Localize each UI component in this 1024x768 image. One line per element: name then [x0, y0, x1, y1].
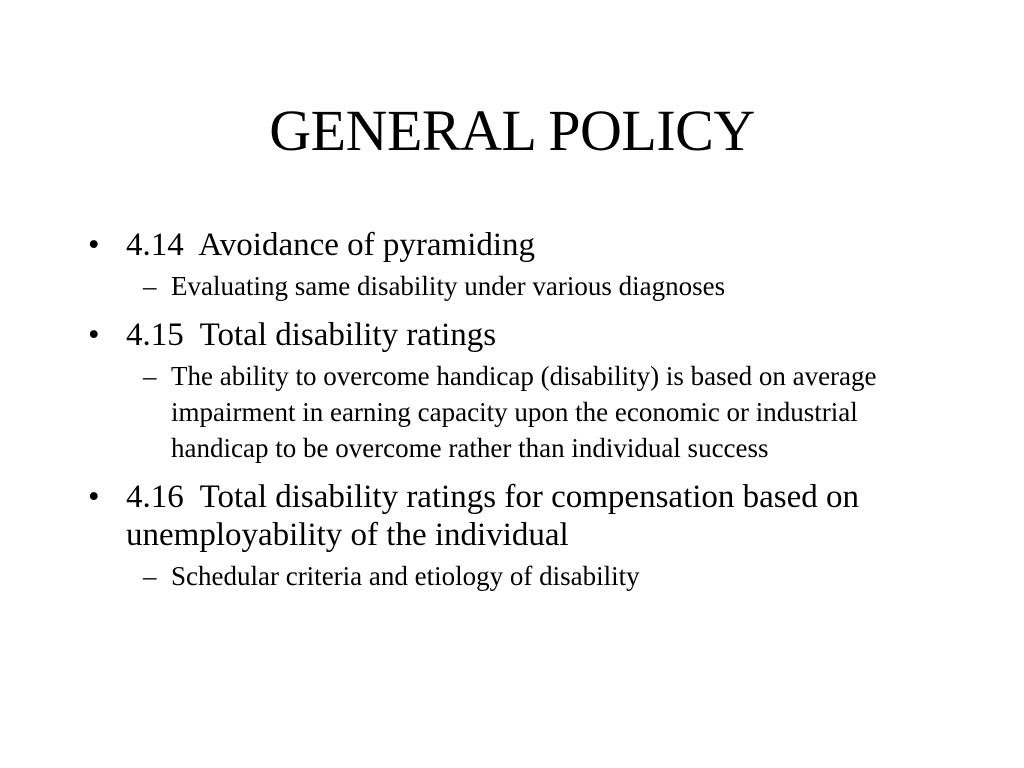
dash-icon: –: [143, 561, 157, 591]
bullet-list: [88, 226, 988, 594]
bullet-icon: •: [88, 227, 100, 263]
dash-icon: –: [143, 271, 157, 301]
bullet-item-4-16: [88, 478, 988, 554]
slide-title: GENERAL POLICY: [269, 98, 755, 163]
bullet-icon: •: [88, 479, 100, 515]
bullet-item-4-15: [88, 316, 988, 354]
bullet-text: 4.14 Avoidance of pyramiding: [126, 227, 536, 263]
sub-bullet-item: [88, 558, 988, 594]
dash-icon: –: [143, 361, 157, 391]
bullet-item-4-14: [88, 226, 988, 264]
sub-bullet-item: [88, 358, 988, 466]
bullet-icon: •: [88, 317, 100, 353]
sub-bullet-text: Schedular criteria and etiology of disability: [171, 561, 640, 591]
bullet-text: 4.16 Total disability ratings for compensation based on unemployability of the individual: [126, 479, 868, 553]
sub-bullet-item: [88, 268, 988, 304]
bullet-text: 4.15 Total disability ratings: [126, 317, 497, 353]
sub-bullet-text: Evaluating same disability under various diagnoses: [171, 271, 726, 301]
sub-bullet-text: The ability to overcome handicap (disability) is based on average impairment in earning capacity upon the economic or industrial handicap to be overcome rather than individual success: [171, 361, 877, 463]
